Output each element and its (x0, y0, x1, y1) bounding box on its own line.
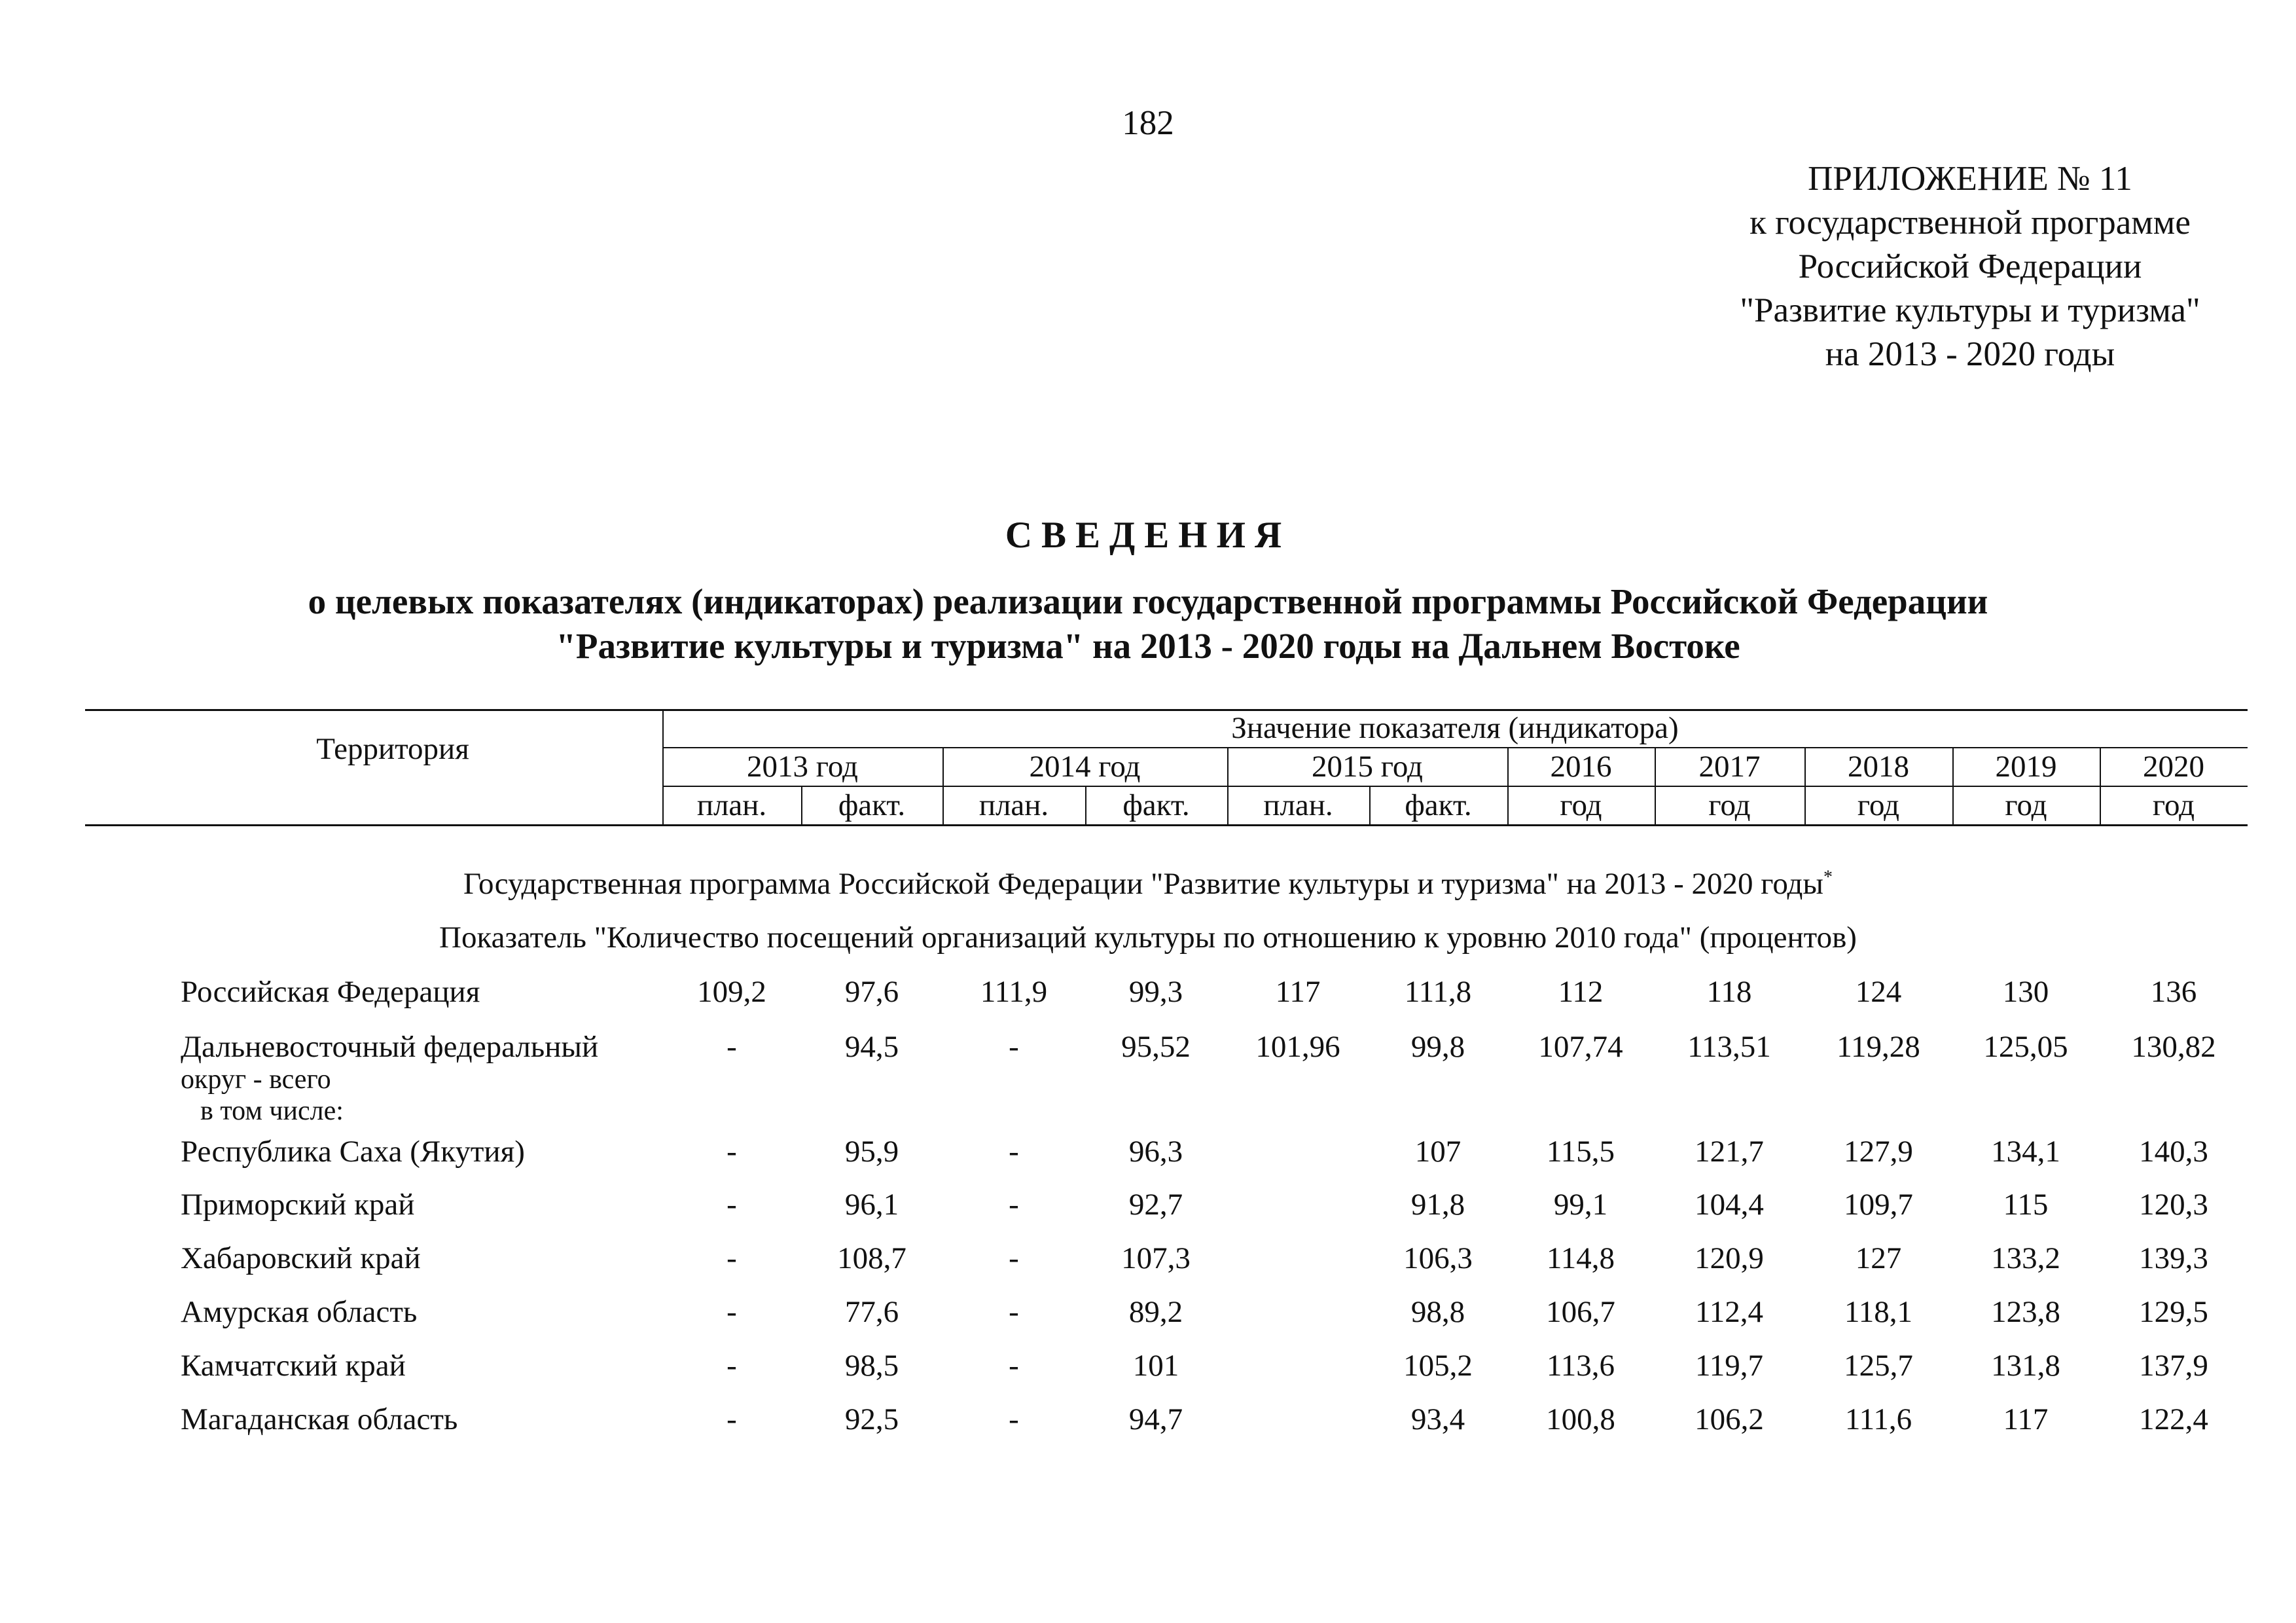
header-plan: план. (696, 788, 767, 822)
subtitle-line: "Развитие культуры и туризма" на 2013 - 2020 годы на Дальнем Востоке (556, 626, 1740, 666)
table-cell: 115 (2003, 1188, 2049, 1222)
table-cell: 106,3 (1403, 1241, 1473, 1275)
header-plan: план. (978, 788, 1049, 822)
appendix-block (1676, 157, 2265, 376)
table-cell: 113,51 (1687, 1030, 1771, 1064)
table-cell: - (1009, 1188, 1019, 1222)
table-cell: - (726, 1030, 737, 1064)
header-value: Значение показателя (индикатора) (1231, 711, 1679, 745)
header-plan: план. (1263, 788, 1333, 822)
table-cell: 117 (1275, 975, 1321, 1009)
table-cell: 140,3 (2139, 1135, 2208, 1169)
header-fact: факт. (1122, 788, 1190, 822)
appendix-line: на 2013 - 2020 годы (1825, 335, 2115, 373)
table-cell: 113,6 (1546, 1349, 1615, 1383)
page-number: 182 (1122, 104, 1174, 142)
header-year: 2013 год (747, 750, 858, 784)
table-cell: 95,52 (1121, 1030, 1191, 1064)
table-cell: 99,1 (1553, 1188, 1608, 1222)
program-text: Государственная программа Российской Федерации "Развитие культуры и туризма" на 2013 - 2020 годы (463, 867, 1823, 901)
appendix-line: Российской Федерации (1798, 247, 2142, 285)
document-title: СВЕДЕНИЯ (1005, 515, 1291, 556)
table-cell: 109,7 (1844, 1188, 1913, 1222)
table-cell: 122,4 (2139, 1402, 2208, 1436)
territory-name: Республика Саха (Якутия) (181, 1135, 525, 1169)
table-row (0, 1029, 2296, 1126)
table-cell: 108,7 (837, 1241, 906, 1275)
header-year-unit: год (1560, 788, 1602, 822)
table-cell: 139,3 (2139, 1241, 2208, 1275)
footnote-mark: * (1823, 867, 1833, 888)
header-fact: факт. (838, 788, 906, 822)
table-row (0, 1187, 2296, 1226)
table-cell: 109,2 (697, 975, 766, 1009)
header-year: 2019 (1995, 750, 2057, 784)
table-cell: 112 (1558, 975, 1604, 1009)
table-cell: 125,7 (1844, 1349, 1913, 1383)
table-cell: - (1009, 1349, 1019, 1383)
table-cell: 130,82 (2131, 1030, 2216, 1064)
table-cell: 98,8 (1410, 1295, 1465, 1329)
table-row (0, 1402, 2296, 1441)
table-cell: 117 (2003, 1402, 2049, 1436)
table-cell: 107,74 (1538, 1030, 1623, 1064)
table-cell: 120,9 (1695, 1241, 1764, 1275)
table-cell: 104,4 (1695, 1188, 1764, 1222)
table-cell: 118 (1706, 975, 1752, 1009)
table-header-rule (662, 786, 2248, 787)
table-cell: 94,7 (1128, 1402, 1183, 1436)
table-cell: 77,6 (844, 1295, 899, 1329)
table-cell: 101,96 (1255, 1030, 1340, 1064)
table-cell: 111,8 (1404, 975, 1472, 1009)
table-cell: 119,7 (1695, 1349, 1763, 1383)
table-cell: 91,8 (1410, 1188, 1465, 1222)
table-cell: 107 (1414, 1135, 1462, 1169)
table-cell: 105,2 (1403, 1349, 1473, 1383)
table-cell: - (726, 1295, 737, 1329)
header-year: 2017 (1698, 750, 1761, 784)
territory-name: Приморский край (181, 1188, 415, 1222)
table-cell: 99,8 (1410, 1030, 1465, 1064)
territory-name: Камчатский край (181, 1349, 406, 1383)
table-cell: 127,9 (1844, 1135, 1913, 1169)
territory-name: Хабаровский край (181, 1241, 421, 1275)
table-cell: 112,4 (1695, 1295, 1763, 1329)
table-cell: 93,4 (1410, 1402, 1465, 1436)
indicator-line: Показатель "Количество посещений организаций культуры по отношению к уровню 2010 года" (процентов) (439, 921, 1857, 955)
table-cell: 96,1 (844, 1188, 899, 1222)
table-cell: 98,5 (844, 1349, 899, 1383)
header-year-unit: год (1708, 788, 1751, 822)
table-cell: 120,3 (2139, 1188, 2208, 1222)
table-cell: 96,3 (1128, 1135, 1183, 1169)
table-cell: 99,3 (1128, 975, 1183, 1009)
table-cell: - (1009, 1295, 1019, 1329)
table-cell: 133,2 (1991, 1241, 2060, 1275)
table-cell: 111,9 (980, 975, 1048, 1009)
table-row (0, 1348, 2296, 1387)
table-cell: 101 (1132, 1349, 1179, 1383)
table-cell: - (1009, 1241, 1019, 1275)
territory-name: Магаданская область (181, 1402, 458, 1436)
table-cell: 94,5 (844, 1030, 899, 1064)
table-cell: 118,1 (1844, 1295, 1912, 1329)
table-cell: 129,5 (2139, 1295, 2208, 1329)
appendix-line: к государственной программе (1749, 204, 2191, 242)
table-cell: - (726, 1188, 737, 1222)
table-cell: 115,5 (1546, 1135, 1615, 1169)
header-territory: Территория (316, 732, 469, 766)
table-cell: 127 (1855, 1241, 1902, 1275)
table-cell: 136 (2150, 975, 2197, 1009)
table-cell: - (726, 1402, 737, 1436)
header-year-unit: год (2152, 788, 2195, 822)
header-year: 2014 год (1029, 750, 1141, 784)
table-cell: 114,8 (1546, 1241, 1615, 1275)
territory-name: Амурская область (181, 1295, 418, 1329)
table-cell: 106,2 (1695, 1402, 1764, 1436)
table-cell: 121,7 (1695, 1135, 1764, 1169)
table-cell: 107,3 (1121, 1241, 1191, 1275)
table-cell: - (726, 1241, 737, 1275)
table-row (0, 1134, 2296, 1173)
table-cell: 95,9 (844, 1135, 899, 1169)
table-cell: 137,9 (2139, 1349, 2208, 1383)
table-cell: 92,5 (844, 1402, 899, 1436)
header-year-unit: год (1857, 788, 1900, 822)
header-year-unit: год (2005, 788, 2047, 822)
table-cell: 119,28 (1837, 1030, 1920, 1064)
appendix-title: ПРИЛОЖЕНИЕ № 11 (1808, 160, 2132, 198)
table-cell: 106,7 (1546, 1295, 1615, 1329)
table-cell: 89,2 (1128, 1295, 1183, 1329)
table-row (0, 1294, 2296, 1334)
document-subtitle (166, 579, 2130, 668)
table-row (0, 1241, 2296, 1280)
table-cell: 111,6 (1844, 1402, 1912, 1436)
header-fact: факт. (1405, 788, 1472, 822)
table-cell: 92,7 (1128, 1188, 1183, 1222)
program-line (166, 866, 2130, 902)
territory-name: Дальневосточный федеральный (181, 1030, 599, 1064)
table-cell: 123,8 (1991, 1295, 2060, 1329)
table-cell: - (726, 1135, 737, 1169)
table-cell: 134,1 (1991, 1135, 2060, 1169)
table-cell: 125,05 (1983, 1030, 2068, 1064)
table-cell: - (1009, 1402, 1019, 1436)
territory-subheading: в том числе: (200, 1096, 344, 1126)
table-cell: - (1009, 1030, 1019, 1064)
table-cell: 130 (2002, 975, 2049, 1009)
territory-name: Российская Федерация (181, 975, 480, 1009)
table-header-rule (662, 747, 2248, 748)
appendix-line: "Развитие культуры и туризма" (1740, 291, 2200, 329)
table-cell: 131,8 (1991, 1349, 2060, 1383)
header-year: 2018 (1848, 750, 1909, 784)
territory-name-cont: округ - всего (181, 1065, 331, 1095)
table-bottom-rule (85, 824, 2248, 826)
header-year: 2016 (1550, 750, 1612, 784)
subtitle-line: о целевых показателях (индикаторах) реализации государственной программы Российской Федерации (308, 581, 1988, 621)
header-year: 2020 (2143, 750, 2204, 784)
table-cell: 100,8 (1546, 1402, 1615, 1436)
table-cell: 97,6 (844, 975, 899, 1009)
table-cell: - (1009, 1135, 1019, 1169)
header-year: 2015 год (1312, 750, 1423, 784)
table-cell: 124 (1855, 975, 1902, 1009)
table-cell: - (726, 1349, 737, 1383)
table-row (0, 974, 2296, 1013)
